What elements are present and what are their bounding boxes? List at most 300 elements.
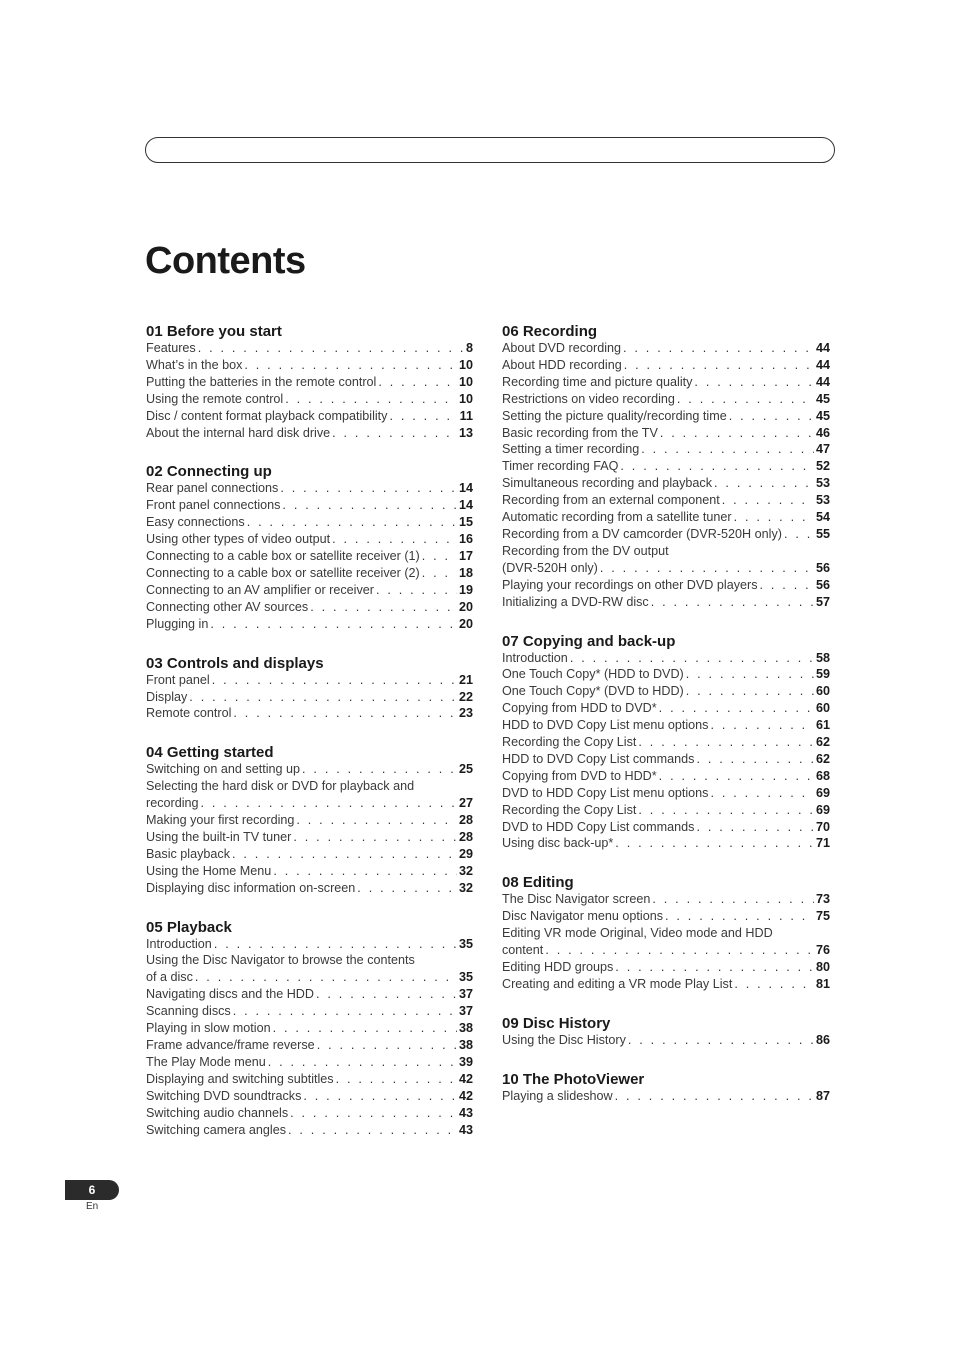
- dot-leader: [198, 340, 464, 357]
- toc-entry[interactable]: [146, 548, 473, 565]
- toc-page-number: 35: [458, 970, 473, 985]
- toc-page-number: 39: [458, 1054, 473, 1069]
- toc-entry[interactable]: [146, 497, 473, 514]
- toc-entry-label: Switching on and setting up: [146, 762, 301, 777]
- toc-page-number: 45: [815, 391, 830, 406]
- toc-entry[interactable]: [146, 357, 473, 374]
- toc-entry-label: Timer recording FAQ: [502, 459, 619, 474]
- section-heading: 05 Playback: [146, 918, 232, 936]
- page-title: Contents: [145, 240, 306, 282]
- toc-entry[interactable]: [146, 689, 473, 706]
- toc-entry-label: HDD to DVD Copy List commands: [502, 751, 695, 766]
- dot-leader: [285, 391, 457, 408]
- toc-entry[interactable]: [502, 560, 830, 577]
- toc-section: [502, 1070, 830, 1105]
- dot-leader: [696, 751, 814, 768]
- toc-section: [502, 632, 830, 853]
- toc-entry-label: Switching camera angles: [146, 1122, 287, 1137]
- toc-page-number: 60: [815, 684, 830, 699]
- toc-entry[interactable]: [502, 492, 830, 509]
- toc-entry[interactable]: [146, 1088, 473, 1105]
- toc-entry-label: Using disc back-up*: [502, 836, 614, 851]
- dot-leader: [659, 700, 814, 717]
- toc-page-number: 56: [815, 577, 830, 592]
- toc-page-number: 62: [815, 751, 830, 766]
- header-rounded-bar: [145, 137, 835, 163]
- toc-entry-label: Recording the Copy List: [502, 735, 637, 750]
- toc-entry-label: Using other types of video output: [146, 532, 331, 547]
- toc-entry[interactable]: [146, 408, 473, 425]
- toc-entry[interactable]: [146, 795, 473, 812]
- toc-entry-label: One Touch Copy* (DVD to HDD): [502, 684, 684, 699]
- dot-leader: [273, 1020, 457, 1037]
- toc-entry[interactable]: [146, 672, 473, 689]
- toc-entry[interactable]: [146, 1105, 473, 1122]
- toc-entry-label: One Touch Copy* (HDD to DVD): [502, 667, 684, 682]
- toc-page-number: 69: [815, 802, 830, 817]
- toc-entry[interactable]: [146, 761, 473, 778]
- toc-entry[interactable]: [146, 880, 473, 897]
- toc-entry-label: Basic recording from the TV: [502, 425, 658, 440]
- toc-page-number: 42: [458, 1088, 473, 1103]
- dot-leader: [651, 594, 814, 611]
- dot-leader: [677, 391, 814, 408]
- toc-entry[interactable]: [502, 374, 830, 391]
- toc-page-number: 46: [815, 425, 830, 440]
- toc-entry[interactable]: [502, 475, 830, 492]
- toc-page-number: 54: [815, 510, 830, 525]
- toc-page-number: 75: [815, 909, 830, 924]
- dot-leader: [201, 795, 457, 812]
- toc-entry[interactable]: [146, 391, 473, 408]
- toc-entry-label: Connecting to a cable box or satellite receiver (1): [146, 549, 420, 564]
- toc-page-number: 16: [458, 532, 473, 547]
- toc-page-number: 18: [458, 565, 473, 580]
- toc-page-number: 81: [815, 976, 830, 991]
- toc-entry[interactable]: [146, 705, 473, 722]
- toc-page-number: 57: [815, 594, 830, 609]
- toc-entry-label: Creating and editing a VR mode Play List: [502, 976, 733, 991]
- toc-entry[interactable]: [146, 969, 473, 986]
- toc-page-number: 55: [815, 526, 830, 541]
- toc-page-number: 27: [458, 796, 473, 811]
- dot-leader: [303, 1088, 457, 1105]
- toc-page-number: 80: [815, 960, 830, 974]
- toc-page-number: 32: [458, 880, 473, 895]
- section-heading: 04 Getting started: [146, 744, 274, 762]
- toc-page-number: 28: [458, 829, 473, 844]
- toc-entry-label: Using the built-in TV tuner: [146, 829, 292, 844]
- toc-entry-label: Displaying and switching subtitles: [146, 1071, 334, 1086]
- toc-entry-label: Recording from a DV camcorder (DVR-520H only): [502, 526, 782, 541]
- toc-page-number: 23: [458, 706, 473, 721]
- toc-page-number: 87: [815, 1088, 830, 1103]
- toc-entry-label: Introduction: [502, 650, 568, 665]
- toc-entry[interactable]: [146, 1071, 473, 1088]
- dot-leader: [615, 959, 814, 976]
- toc-entry-label: Initializing a DVD-RW disc: [502, 594, 649, 609]
- toc-page-number: 47: [815, 442, 830, 457]
- toc-entry-label: Switching audio channels: [146, 1105, 289, 1120]
- dot-leader: [729, 408, 814, 425]
- toc-entry[interactable]: [502, 594, 830, 611]
- dot-leader: [232, 846, 457, 863]
- section-heading: 06 Recording: [502, 323, 598, 340]
- section-heading: 10 The PhotoViewer: [502, 1070, 645, 1088]
- dot-leader: [212, 672, 457, 689]
- toc-page-number: 15: [458, 515, 473, 530]
- toc-entry[interactable]: [502, 908, 830, 925]
- toc-entry-label: Remote control: [146, 706, 232, 721]
- toc-page-number: 37: [458, 987, 473, 1002]
- dot-leader: [247, 514, 457, 531]
- dot-leader: [317, 1037, 457, 1054]
- dot-leader: [422, 548, 457, 565]
- dot-leader: [357, 880, 457, 897]
- dot-leader: [233, 1003, 457, 1020]
- toc-page-number: 70: [815, 819, 830, 834]
- toc-page-number: 14: [458, 498, 473, 513]
- toc-section: [146, 322, 473, 441]
- toc-entry-label: Disc Navigator menu options: [502, 909, 663, 924]
- dot-leader: [665, 908, 814, 925]
- dot-leader: [641, 441, 814, 458]
- dot-leader: [296, 812, 457, 829]
- toc-page-number: 21: [458, 672, 473, 687]
- toc-entry[interactable]: [502, 441, 830, 458]
- toc-page-number: 59: [815, 667, 830, 682]
- dot-leader: [734, 509, 814, 526]
- toc-entry-label: DVD to HDD Copy List commands: [502, 819, 695, 834]
- toc-entry-label: Using the Disc History: [502, 1032, 626, 1047]
- dot-leader: [273, 863, 457, 880]
- toc-entry[interactable]: [502, 768, 830, 785]
- toc-entry[interactable]: [146, 616, 473, 633]
- toc-entry[interactable]: [502, 819, 830, 836]
- toc-entry[interactable]: [146, 812, 473, 829]
- section-heading: 07 Copying and back-up: [502, 632, 676, 650]
- toc-entry[interactable]: [502, 891, 830, 908]
- dot-leader: [722, 492, 814, 509]
- toc-entry-label: What’s in the box: [146, 357, 243, 372]
- dot-leader: [422, 565, 457, 582]
- dot-leader: [332, 425, 457, 442]
- toc-entry[interactable]: [502, 666, 830, 683]
- dot-leader: [389, 408, 457, 425]
- toc-page-number: 10: [458, 391, 473, 406]
- page-number-badge: 6: [65, 1180, 119, 1200]
- toc-entry[interactable]: [502, 751, 830, 768]
- dot-leader: [570, 650, 814, 667]
- dot-leader: [710, 785, 814, 802]
- toc-entry-label: Switching DVD soundtracks: [146, 1088, 302, 1103]
- toc-page-number: 76: [815, 943, 830, 958]
- toc-page-number: 86: [815, 1032, 830, 1047]
- toc-entry[interactable]: [146, 986, 473, 1003]
- toc-page-number: 52: [815, 459, 830, 474]
- toc-entry-label: Rear panel connections: [146, 481, 279, 496]
- toc-page-number: 44: [815, 341, 830, 355]
- toc-entry-label: Easy connections: [146, 515, 245, 530]
- toc-entry-label: (DVR-520H only): [502, 560, 598, 575]
- toc-entry-label: recording: [146, 796, 199, 811]
- toc-page-number: 20: [458, 616, 473, 631]
- toc-page-number: 53: [815, 476, 830, 491]
- dot-leader: [293, 829, 457, 846]
- toc-entry[interactable]: [502, 976, 830, 993]
- toc-entry[interactable]: [502, 425, 830, 442]
- toc-page-number: 29: [458, 846, 473, 861]
- dot-leader: [336, 1071, 457, 1088]
- dot-leader: [638, 802, 814, 819]
- dot-leader: [288, 1122, 457, 1139]
- toc-entry-label: Recording time and picture quality: [502, 374, 693, 389]
- language-code: En: [86, 1201, 99, 1212]
- toc-entry-label: Playing in slow motion: [146, 1021, 271, 1036]
- dot-leader: [660, 425, 814, 442]
- toc-section: [146, 743, 473, 896]
- toc-page-number: 25: [458, 762, 473, 777]
- toc-entry[interactable]: [502, 683, 830, 700]
- toc-entry[interactable]: [146, 863, 473, 880]
- toc-page-number: 44: [815, 374, 830, 389]
- dot-leader: [696, 819, 814, 836]
- toc-entry[interactable]: [146, 531, 473, 548]
- dot-leader: [734, 976, 814, 993]
- dot-leader: [302, 761, 457, 778]
- toc-entry[interactable]: [502, 942, 830, 959]
- dot-leader: [280, 480, 457, 497]
- dot-leader: [233, 705, 457, 722]
- dot-leader: [638, 734, 814, 751]
- toc-page-number: 42: [458, 1071, 473, 1086]
- toc-entry[interactable]: [502, 959, 830, 976]
- toc-entry-label: The Play Mode menu: [146, 1054, 266, 1069]
- toc-page-number: 62: [815, 735, 830, 750]
- toc-page-number: 38: [458, 1021, 473, 1036]
- toc-entry-label: Navigating discs and the HDD: [146, 987, 314, 1002]
- dot-leader: [316, 986, 457, 1003]
- toc-page-number: 38: [458, 1038, 473, 1052]
- toc-entry-label: Using the remote control: [146, 391, 284, 406]
- dot-leader: [282, 497, 457, 514]
- toc-entry[interactable]: [502, 700, 830, 717]
- toc-entry[interactable]: [146, 1054, 473, 1071]
- toc-entry-label: About DVD recording: [502, 341, 622, 355]
- toc-entry-label: Display: [146, 689, 188, 704]
- dot-leader: [376, 582, 457, 599]
- toc-entry-label: The Disc Navigator screen: [502, 892, 651, 907]
- toc-page-number: 8: [465, 341, 473, 355]
- toc-page-number: 71: [815, 836, 830, 851]
- dot-leader: [659, 768, 814, 785]
- toc-page-number: 11: [459, 408, 473, 423]
- section-heading: 01 Before you start: [146, 323, 282, 340]
- dot-leader: [623, 340, 814, 357]
- toc-entry-label: Features: [146, 341, 196, 355]
- dot-leader: [290, 1105, 457, 1122]
- toc-page-number: 45: [815, 408, 830, 423]
- dot-leader: [615, 1088, 814, 1105]
- toc-entry[interactable]: [502, 526, 830, 543]
- toc-entry-label: Displaying disc information on-screen: [146, 880, 356, 895]
- toc-entry[interactable]: [146, 480, 473, 497]
- dot-leader: [210, 616, 457, 633]
- toc-entry-label: Copying from HDD to DVD*: [502, 701, 657, 716]
- toc-entry-label: Using the Home Menu: [146, 863, 272, 878]
- section-heading: 02 Connecting up: [146, 463, 272, 481]
- toc-page-number: 60: [815, 701, 830, 716]
- toc-right-column: [502, 322, 830, 1126]
- toc-page-number: 14: [458, 481, 473, 496]
- toc-entry-label: of a disc: [146, 970, 193, 985]
- toc-entry[interactable]: [502, 835, 830, 852]
- toc-page-number: 43: [458, 1105, 473, 1120]
- toc-entry[interactable]: [146, 374, 473, 391]
- toc-entry[interactable]: [502, 391, 830, 408]
- toc-entry-label: Disc / content format playback compatibility: [146, 408, 388, 423]
- toc-entry-label: Setting a timer recording: [502, 442, 640, 457]
- toc-entry[interactable]: [146, 1020, 473, 1037]
- toc-section: [502, 873, 830, 992]
- dot-leader: [600, 560, 814, 577]
- toc-section: [146, 462, 473, 632]
- dot-leader: [628, 1032, 814, 1049]
- toc-entry[interactable]: [146, 846, 473, 863]
- toc-entry-label: Playing a slideshow: [502, 1088, 613, 1103]
- toc-entry[interactable]: [502, 785, 830, 802]
- dot-leader: [195, 969, 457, 986]
- toc-entry-label: Basic playback: [146, 846, 230, 861]
- toc-entry-label: Editing HDD groups: [502, 960, 614, 974]
- dot-leader: [624, 357, 814, 374]
- toc-section: [146, 654, 473, 723]
- toc-entry[interactable]: [146, 425, 473, 442]
- dot-leader: [652, 891, 814, 908]
- toc-entry-label: Frame advance/frame reverse: [146, 1038, 315, 1052]
- dot-leader: [686, 666, 814, 683]
- toc-entry-label: Copying from DVD to HDD*: [502, 768, 657, 783]
- toc-entry[interactable]: [502, 1088, 830, 1105]
- toc-section: [146, 918, 473, 1139]
- toc-entry-label: About the internal hard disk drive: [146, 425, 331, 440]
- toc-entry-label: HDD to DVD Copy List menu options: [502, 718, 709, 733]
- toc-entry-label: Making your first recording: [146, 813, 295, 828]
- toc-entry-label: Front panel connections: [146, 498, 281, 513]
- toc-page-number: 37: [458, 1004, 473, 1019]
- toc-entry-label: Simultaneous recording and playback: [502, 476, 713, 491]
- toc-entry[interactable]: [502, 650, 830, 667]
- toc-page-number: 10: [458, 357, 473, 372]
- toc-entry-label: Automatic recording from a satellite tuner: [502, 510, 732, 525]
- toc-entry[interactable]: [146, 582, 473, 599]
- dot-leader: [378, 374, 457, 391]
- toc-entry-label: Connecting other AV sources: [146, 599, 309, 614]
- section-heading: 09 Disc History: [502, 1014, 611, 1032]
- toc-page-number: 73: [815, 892, 830, 907]
- toc-entry-label: content: [502, 943, 544, 958]
- toc-entry[interactable]: [146, 936, 473, 953]
- toc-entry[interactable]: [502, 1032, 830, 1049]
- toc-entry[interactable]: [146, 1122, 473, 1139]
- section-heading: 08 Editing: [502, 874, 574, 892]
- toc-section: [502, 322, 830, 611]
- dot-leader: [332, 531, 457, 548]
- toc-entry-label: Connecting to a cable box or satellite receiver (2): [146, 565, 420, 580]
- toc-entry[interactable]: [502, 458, 830, 475]
- section-heading: 03 Controls and displays: [146, 654, 324, 672]
- dot-leader: [760, 577, 814, 594]
- toc-entry[interactable]: [146, 1003, 473, 1020]
- toc-page-number: 10: [458, 374, 473, 389]
- dot-leader: [620, 458, 814, 475]
- toc-entry[interactable]: [502, 577, 830, 594]
- toc-page-number: 61: [815, 718, 830, 733]
- dot-leader: [214, 936, 457, 953]
- dot-leader: [694, 374, 814, 391]
- toc-entry[interactable]: [146, 565, 473, 582]
- toc-entry-first-line: Recording from the DV output: [502, 543, 669, 558]
- toc-page-number: 32: [458, 863, 473, 878]
- toc-page-number: 22: [458, 689, 473, 704]
- toc-entry[interactable]: [146, 599, 473, 616]
- toc-entry-label: Recording the Copy List: [502, 802, 637, 817]
- toc-entry-label: Restrictions on video recording: [502, 391, 675, 406]
- toc-page-number: 19: [458, 582, 473, 597]
- toc-page-number: 68: [815, 768, 830, 783]
- toc-entry-label: Recording from an external component: [502, 493, 720, 508]
- toc-entry[interactable]: [502, 509, 830, 526]
- toc-entry-label: Plugging in: [146, 616, 209, 631]
- dot-leader: [686, 683, 814, 700]
- toc-page-number: 43: [458, 1122, 473, 1137]
- toc-entry[interactable]: [502, 408, 830, 425]
- toc-entry[interactable]: [502, 802, 830, 819]
- toc-page-number: 58: [815, 650, 830, 665]
- toc-entry-first-line: Editing VR mode Original, Video mode and HDD: [502, 926, 773, 941]
- dot-leader: [268, 1054, 457, 1071]
- toc-page-number: 28: [458, 813, 473, 828]
- dot-leader: [189, 689, 457, 706]
- toc-entry[interactable]: [502, 340, 830, 357]
- dot-leader: [615, 835, 814, 852]
- toc-page-number: 69: [815, 785, 830, 800]
- toc-entry-label: Introduction: [146, 936, 212, 951]
- toc-page-number: 56: [815, 560, 830, 575]
- dot-leader: [710, 717, 814, 734]
- toc-page-number: 53: [815, 493, 830, 508]
- toc-entry-label: Setting the picture quality/recording time: [502, 408, 727, 423]
- toc-entry[interactable]: [146, 829, 473, 846]
- toc-entry-label: Putting the batteries in the remote control: [146, 374, 377, 389]
- toc-entry-label: DVD to HDD Copy List menu options: [502, 785, 709, 800]
- toc-entry[interactable]: [146, 340, 473, 357]
- toc-entry[interactable]: [502, 717, 830, 734]
- toc-entry-label: About HDD recording: [502, 357, 622, 372]
- toc-entry[interactable]: [502, 734, 830, 751]
- toc-page-number: 20: [458, 599, 473, 614]
- toc-entry[interactable]: [502, 357, 830, 374]
- toc-page-number: 13: [458, 425, 473, 440]
- dot-leader: [784, 526, 814, 543]
- dot-leader: [244, 357, 457, 374]
- toc-page-number: 17: [458, 549, 473, 564]
- toc-section: [502, 1014, 830, 1049]
- dot-leader: [545, 942, 814, 959]
- toc-entry[interactable]: [146, 1037, 473, 1054]
- toc-entry[interactable]: [146, 514, 473, 531]
- toc-page-number: 44: [815, 357, 830, 372]
